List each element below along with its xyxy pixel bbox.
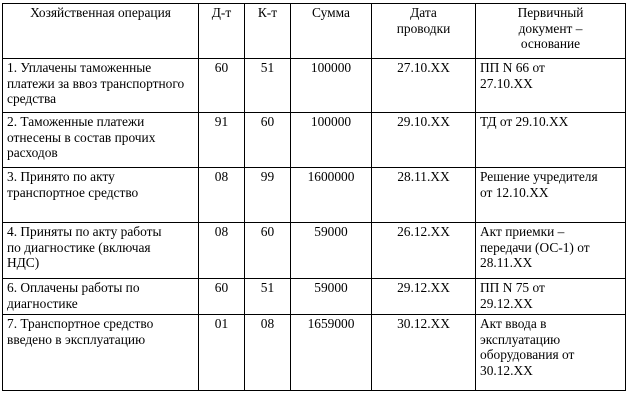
cell-operation: 1. Уплачены таможенные платежи за ввоз транспортного средства (3, 59, 199, 113)
cell-debit: 91 (199, 113, 245, 168)
cell-operation: 2. Таможенные платежи отнесены в состав прочих расходов (3, 113, 199, 168)
cell-operation: 4. Приняты по акту работы по диагностике (включая НДС) (3, 223, 199, 279)
cell-debit: 60 (199, 279, 245, 315)
cell-date: 28.11.ХХ (372, 168, 476, 223)
cell-date: 29.12.ХХ (372, 279, 476, 315)
header-date: Дата проводки (372, 4, 476, 59)
cell-amount: 59000 (291, 223, 372, 279)
cell-date: 29.10.ХХ (372, 113, 476, 168)
cell-debit: 60 (199, 59, 245, 113)
cell-document: ПП N 75 от 29.12.ХХ (476, 279, 626, 315)
cell-date: 26.12.ХХ (372, 223, 476, 279)
cell-credit: 60 (245, 113, 291, 168)
cell-credit: 99 (245, 168, 291, 223)
cell-debit: 08 (199, 223, 245, 279)
cell-document: Акт приемки – передачи (ОС-1) от 28.11.ХХ (476, 223, 626, 279)
table-row (3, 279, 626, 315)
table-row (3, 59, 626, 113)
cell-date: 30.12.ХХ (372, 315, 476, 391)
cell-credit: 51 (245, 59, 291, 113)
table-row (3, 113, 626, 168)
cell-date: 27.10.ХХ (372, 59, 476, 113)
cell-credit: 08 (245, 315, 291, 391)
cell-operation: 6. Оплачены работы по диагностике (3, 279, 199, 315)
cell-amount: 100000 (291, 59, 372, 113)
header-document: Первичный документ – основание (476, 4, 626, 59)
cell-operation: 7. Транспортное средство введено в эксплуатацию (3, 315, 199, 391)
cell-amount: 100000 (291, 113, 372, 168)
cell-document: Акт ввода в эксплуатацию оборудования от 30.12.ХХ (476, 315, 626, 391)
cell-credit: 60 (245, 223, 291, 279)
cell-document: Решение учредителя от 12.10.ХХ (476, 168, 626, 223)
cell-document: ПП N 66 от 27.10.ХХ (476, 59, 626, 113)
accounting-entries-table (2, 3, 626, 391)
header-credit: К-т (245, 4, 291, 59)
cell-debit: 08 (199, 168, 245, 223)
cell-amount: 59000 (291, 279, 372, 315)
header-debit: Д-т (199, 4, 245, 59)
cell-amount: 1659000 (291, 315, 372, 391)
header-operation: Хозяйственная операция (3, 4, 199, 59)
cell-operation: 3. Принято по акту транспортное средство (3, 168, 199, 223)
header-row (3, 4, 626, 59)
cell-credit: 51 (245, 279, 291, 315)
table-row (3, 168, 626, 223)
cell-amount: 1600000 (291, 168, 372, 223)
cell-debit: 01 (199, 315, 245, 391)
header-amount: Сумма (291, 4, 372, 59)
cell-document: ТД от 29.10.ХХ (476, 113, 626, 168)
table-row (3, 223, 626, 279)
table-row (3, 315, 626, 391)
